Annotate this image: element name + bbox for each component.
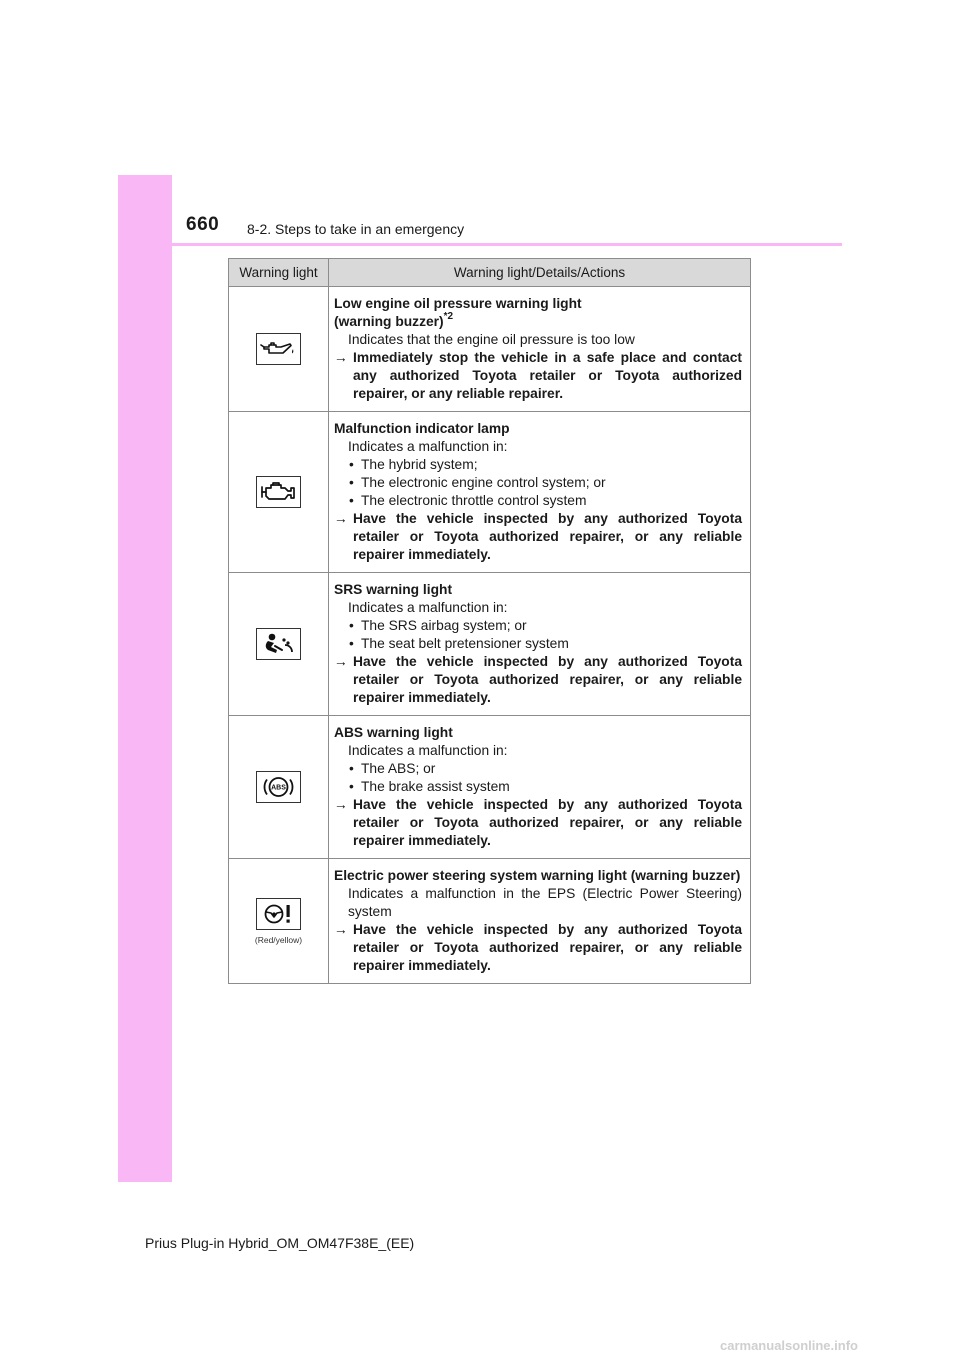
list-item: • The SRS airbag system; or	[361, 617, 742, 635]
malfunction-list	[334, 456, 742, 510]
details-cell	[329, 412, 751, 573]
arrow-icon: →	[334, 797, 348, 812]
steering-warning-icon	[256, 898, 301, 930]
light-action: → Have the vehicle inspected by any authorized Toyota retailer or Toyota authorized repairer, or any reliable repairer immediately.	[334, 922, 742, 973]
details-cell	[329, 716, 751, 859]
light-description: Indicates a malfunction in:	[348, 439, 508, 454]
srs-airbag-icon	[256, 628, 301, 660]
list-item: • The brake assist system	[361, 778, 742, 796]
icon-cell	[229, 412, 329, 573]
light-action: → Immediately stop the vehicle in a safe place and contact any authorized Toyota retailer or Toyota authorized repairer, or any reliable repairer.	[334, 350, 742, 401]
icon-cell	[229, 716, 329, 859]
footnote-marker: *2	[443, 311, 454, 323]
list-item: • The hybrid system;	[361, 456, 742, 474]
details-cell	[329, 859, 751, 984]
header-rule	[118, 243, 842, 246]
list-item: • The ABS; or	[361, 760, 742, 778]
oil-can-icon	[256, 333, 301, 365]
list-item: • The seat belt pretensioner system	[361, 635, 742, 653]
abs-icon-text: ABS	[271, 784, 286, 792]
arrow-icon: →	[334, 511, 348, 526]
light-description: Indicates a malfunction in:	[348, 743, 508, 758]
list-item: • The electronic throttle control system	[361, 492, 742, 510]
light-action: → Have the vehicle inspected by any authorized Toyota retailer or Toyota authorized repairer, or any reliable repairer immediately.	[334, 797, 742, 848]
engine-icon	[256, 476, 301, 508]
section-title: 8-2. Steps to take in an emergency	[247, 221, 465, 237]
icon-cell	[229, 859, 329, 984]
table-row	[229, 412, 751, 573]
light-action: → Have the vehicle inspected by any authorized Toyota retailer or Toyota authorized repairer, or any reliable repairer immediately.	[334, 654, 742, 705]
light-description: Indicates that the engine oil pressure is too low	[348, 332, 635, 347]
details-cell	[329, 573, 751, 716]
details-cell	[329, 287, 751, 412]
list-item: • The electronic engine control system; or	[361, 474, 742, 492]
page-number: 660	[186, 214, 220, 235]
light-action: → Have the vehicle inspected by any authorized Toyota retailer or Toyota authorized repairer, or any reliable repairer immediately.	[334, 511, 742, 562]
table-row	[229, 859, 751, 984]
side-color-band	[118, 175, 172, 1182]
footer-document-id: Prius Plug-in Hybrid_OM_OM47F38E_(EE)	[145, 1235, 415, 1251]
table-row	[229, 573, 751, 716]
column-header-details: Warning light/Details/Actions	[329, 259, 751, 287]
light-title: ABS warning light	[334, 725, 453, 740]
arrow-icon: →	[334, 654, 348, 669]
light-description: Indicates a malfunction in:	[348, 600, 508, 615]
table-row	[229, 716, 751, 859]
light-title: Malfunction indicator lamp	[334, 421, 510, 436]
warning-light-table	[228, 258, 751, 984]
watermark: carmanualsonline.info	[720, 1338, 858, 1353]
table-row	[229, 287, 751, 412]
light-description: Indicates a malfunction in the EPS (Electric Power Steering) system	[348, 886, 742, 919]
icon-cell	[229, 287, 329, 412]
malfunction-list	[334, 760, 742, 796]
arrow-icon: →	[334, 922, 348, 937]
light-title: Electric power steering system warning light (warning buzzer)	[334, 868, 741, 883]
icon-caption: (Red/yellow)	[254, 934, 303, 945]
icon-cell	[229, 573, 329, 716]
abs-icon	[256, 771, 301, 803]
malfunction-list	[334, 617, 742, 653]
light-title: SRS warning light	[334, 582, 453, 597]
column-header-warning-light: Warning light	[229, 259, 329, 287]
light-title: Low engine oil pressure warning light (warning buzzer)$^{*2}$	[334, 296, 582, 329]
table-header-row	[229, 259, 751, 287]
arrow-icon: →	[334, 350, 348, 365]
